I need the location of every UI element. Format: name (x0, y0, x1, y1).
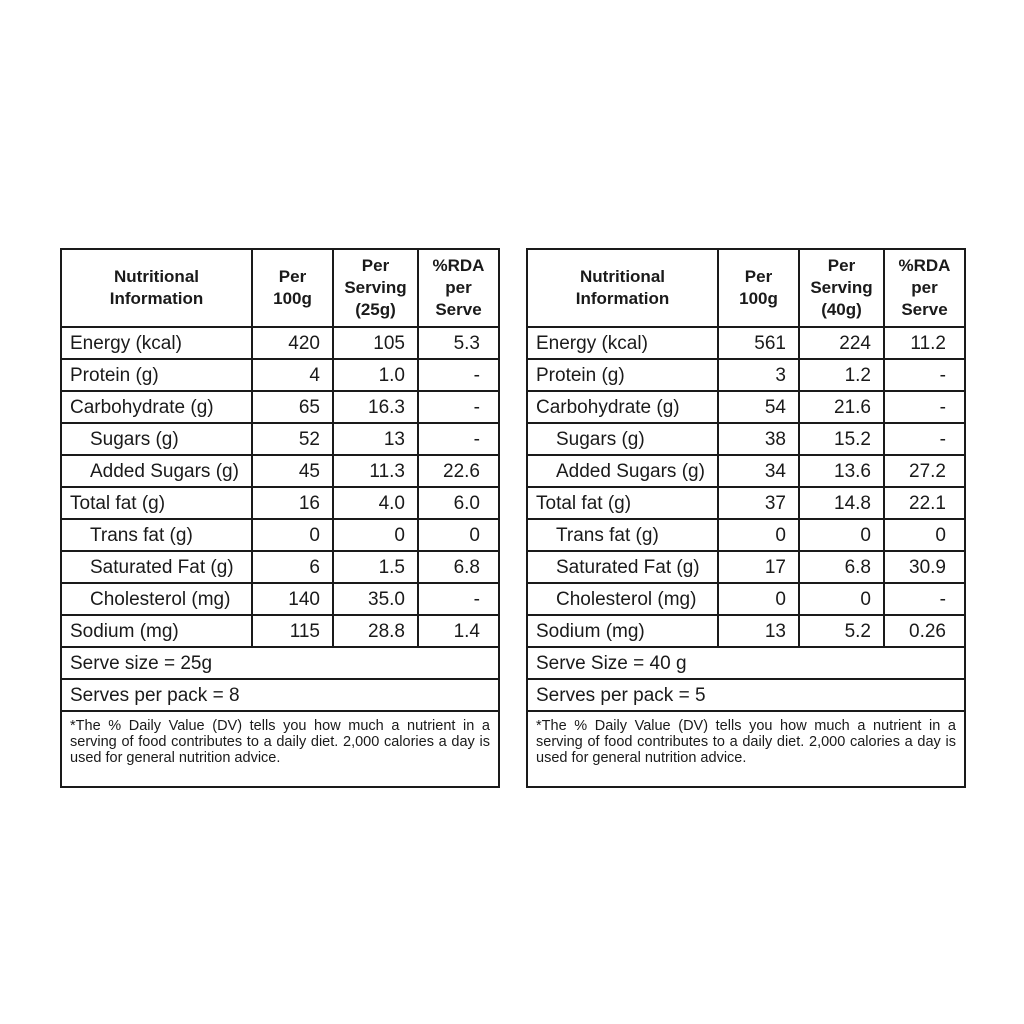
table-row (61, 519, 499, 551)
table-row (61, 327, 499, 359)
nutrient-label: Added Sugars (g) (61, 455, 252, 487)
header-per-serving (799, 249, 884, 327)
table-row (61, 423, 499, 455)
nutrient-label: Sodium (mg) (61, 615, 252, 647)
rda-value: 27.2 (884, 455, 965, 487)
per-100g-value: 420 (252, 327, 333, 359)
header-text: %RDA (432, 256, 485, 275)
header-text: (40g) (821, 300, 862, 319)
per-100g-value: 0 (718, 583, 799, 615)
serve-size-text: Serve Size = 40 g (527, 647, 965, 679)
nutrient-label: Saturated Fat (g) (61, 551, 252, 583)
table-row (527, 551, 965, 583)
per-serving-value: 0 (333, 519, 418, 551)
nutrient-label: Energy (kcal) (527, 327, 718, 359)
nutrient-label: Trans fat (g) (61, 519, 252, 551)
per-100g-value: 0 (718, 519, 799, 551)
per-serving-value: 1.5 (333, 551, 418, 583)
header-text: Serving (810, 278, 873, 297)
per-100g-value: 17 (718, 551, 799, 583)
per-100g-value: 0 (252, 519, 333, 551)
rda-value: 30.9 (884, 551, 965, 583)
per-100g-value: 54 (718, 391, 799, 423)
per-serving-value: 0 (799, 583, 884, 615)
per-100g-value: 13 (718, 615, 799, 647)
per-serving-value: 6.8 (799, 551, 884, 583)
rda-value: - (884, 391, 965, 423)
per-serving-value: 1.0 (333, 359, 418, 391)
per-100g-value: 4 (252, 359, 333, 391)
rda-value: - (884, 423, 965, 455)
nutrition-table (60, 248, 500, 788)
header-text: %RDA (898, 256, 951, 275)
nutrient-label: Carbohydrate (g) (61, 391, 252, 423)
table-row (527, 519, 965, 551)
rda-value: 5.3 (418, 327, 499, 359)
per-100g-value: 16 (252, 487, 333, 519)
rda-value: - (418, 391, 499, 423)
per-100g-value: 140 (252, 583, 333, 615)
header-nutritional-information (61, 249, 252, 327)
nutrient-label: Carbohydrate (g) (527, 391, 718, 423)
header-text: 100g (739, 289, 778, 308)
table-row (61, 487, 499, 519)
per-100g-value: 34 (718, 455, 799, 487)
serve-size-text: Serve size = 25g (61, 647, 499, 679)
rda-value: - (418, 583, 499, 615)
rda-value: 6.8 (418, 551, 499, 583)
serve-size-row (527, 647, 965, 679)
rda-value: - (418, 423, 499, 455)
table-row (527, 615, 965, 647)
header-text: Information (575, 289, 670, 308)
per-100g-value: 37 (718, 487, 799, 519)
per-serving-value: 16.3 (333, 391, 418, 423)
table-row (61, 551, 499, 583)
rda-value: 11.2 (884, 327, 965, 359)
table-row (527, 487, 965, 519)
header-per-100g (718, 249, 799, 327)
serves-per-pack-text: Serves per pack = 5 (527, 679, 965, 711)
table-row (527, 391, 965, 423)
nutrient-label: Total fat (g) (527, 487, 718, 519)
per-serving-value: 105 (333, 327, 418, 359)
table-row (61, 359, 499, 391)
per-serving-value: 13 (333, 423, 418, 455)
per-serving-value: 21.6 (799, 391, 884, 423)
per-serving-value: 5.2 (799, 615, 884, 647)
serve-size-row (61, 647, 499, 679)
table-row (61, 583, 499, 615)
table-row (61, 615, 499, 647)
nutrient-label: Protein (g) (61, 359, 252, 391)
header-text: Information (109, 289, 204, 308)
table-row (527, 583, 965, 615)
rda-value: 0.26 (884, 615, 965, 647)
table-row (61, 455, 499, 487)
header-row (527, 249, 965, 327)
header-text: 100g (273, 289, 312, 308)
table-row (527, 327, 965, 359)
rda-value: - (884, 583, 965, 615)
header-text: (25g) (355, 300, 396, 319)
footnote-row (61, 711, 499, 787)
per-100g-value: 65 (252, 391, 333, 423)
header-text: per (445, 278, 472, 297)
per-100g-value: 561 (718, 327, 799, 359)
rda-value: 1.4 (418, 615, 499, 647)
header-rda (884, 249, 965, 327)
per-serving-value: 4.0 (333, 487, 418, 519)
per-100g-value: 45 (252, 455, 333, 487)
per-100g-value: 6 (252, 551, 333, 583)
nutrition-panel-left (60, 248, 498, 788)
table-row (61, 391, 499, 423)
header-text: Serving (344, 278, 407, 297)
header-per-serving (333, 249, 418, 327)
nutrition-table (526, 248, 966, 788)
nutrient-label: Cholesterol (mg) (527, 583, 718, 615)
per-serving-value: 15.2 (799, 423, 884, 455)
per-100g-value: 52 (252, 423, 333, 455)
per-serving-value: 28.8 (333, 615, 418, 647)
nutrient-label: Total fat (g) (61, 487, 252, 519)
header-text: per (911, 278, 938, 297)
nutrient-label: Sugars (g) (527, 423, 718, 455)
table-row (527, 455, 965, 487)
nutrient-label: Added Sugars (g) (527, 455, 718, 487)
per-serving-value: 224 (799, 327, 884, 359)
header-text: Nutritional (580, 267, 665, 286)
table-row (527, 359, 965, 391)
header-text: Per (827, 256, 856, 275)
nutrient-label: Energy (kcal) (61, 327, 252, 359)
header-text: Serve (435, 300, 482, 319)
per-100g-value: 3 (718, 359, 799, 391)
header-text: Serve (901, 300, 948, 319)
table-row (527, 423, 965, 455)
per-serving-value: 13.6 (799, 455, 884, 487)
rda-value: 6.0 (418, 487, 499, 519)
per-100g-value: 38 (718, 423, 799, 455)
per-serving-value: 35.0 (333, 583, 418, 615)
rda-value: 0 (418, 519, 499, 551)
serves-per-pack-row (527, 679, 965, 711)
per-serving-value: 14.8 (799, 487, 884, 519)
nutrient-label: Saturated Fat (g) (527, 551, 718, 583)
header-per-100g (252, 249, 333, 327)
nutrition-panel-right (526, 248, 964, 788)
header-row (61, 249, 499, 327)
header-text: Per (361, 256, 390, 275)
per-100g-value: 115 (252, 615, 333, 647)
rda-value: - (418, 359, 499, 391)
nutrient-label: Sodium (mg) (527, 615, 718, 647)
header-rda (418, 249, 499, 327)
serves-per-pack-row (61, 679, 499, 711)
rda-value: 22.1 (884, 487, 965, 519)
nutrient-label: Cholesterol (mg) (61, 583, 252, 615)
per-serving-value: 11.3 (333, 455, 418, 487)
header-text: Per (278, 267, 307, 286)
per-serving-value: 1.2 (799, 359, 884, 391)
rda-value: 22.6 (418, 455, 499, 487)
per-serving-value: 0 (799, 519, 884, 551)
header-nutritional-information (527, 249, 718, 327)
rda-value: - (884, 359, 965, 391)
header-text: Nutritional (114, 267, 199, 286)
rda-value: 0 (884, 519, 965, 551)
footnote-text: *The % Daily Value (DV) tells you how much a nutrient in a serving of food contributes to a daily diet. 2,000 calories a day is used for general nutrition advice. (527, 711, 965, 787)
header-text: Per (744, 267, 773, 286)
footnote-row (527, 711, 965, 787)
footnote-text: *The % Daily Value (DV) tells you how much a nutrient in a serving of food contributes to a daily diet. 2,000 calories a day is used for general nutrition advice. (61, 711, 499, 787)
serves-per-pack-text: Serves per pack = 8 (61, 679, 499, 711)
nutrient-label: Trans fat (g) (527, 519, 718, 551)
nutrient-label: Protein (g) (527, 359, 718, 391)
nutrient-label: Sugars (g) (61, 423, 252, 455)
